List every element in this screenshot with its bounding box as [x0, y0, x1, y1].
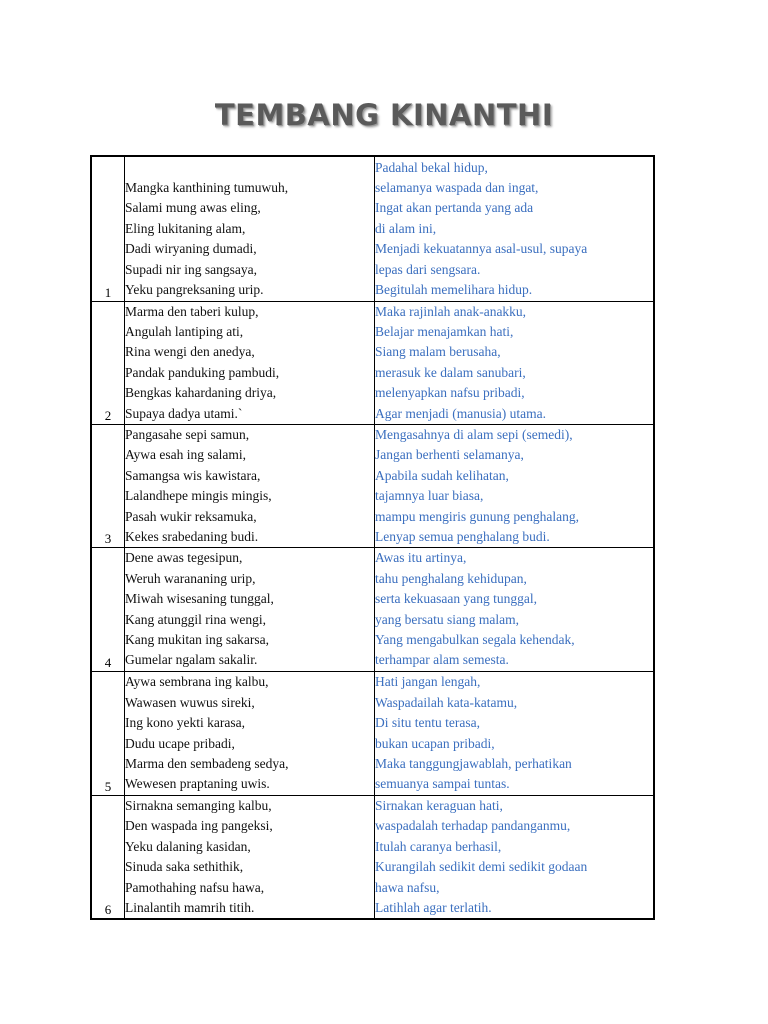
- translation-line: Apabila sudah kelihatan,: [375, 467, 509, 483]
- translation-line: Kurangilah sedikit demi sedikit godaan: [375, 859, 588, 875]
- javanese-line: Kekes srabedaning budi.: [125, 528, 259, 544]
- javanese-line: Salami mung awas eling,: [125, 200, 261, 216]
- poem-table-body: [91, 156, 654, 919]
- javanese-line: Den waspada ing pangeksi,: [125, 818, 273, 834]
- javanese-line: Pangasahe sepi samun,: [125, 426, 250, 442]
- javanese-line: Rina wengi den anedya,: [125, 344, 255, 360]
- translation-line: Yang mengabulkan segala kehendak,: [375, 632, 575, 647]
- translation-line: Latihlah agar terlatih.: [375, 899, 492, 915]
- javanese-lyrics-cell: [125, 671, 375, 795]
- javanese-line: Ing kono yekti karasa,: [125, 715, 245, 731]
- translation-line: tahu penghalang kehidupan,: [375, 570, 527, 586]
- javanese-line: Dadi wiryaning dumadi,: [125, 241, 257, 257]
- javanese-line: Kang atunggil rina wengi,: [125, 611, 266, 627]
- translation-line: serta kekuasaan yang tunggal,: [375, 591, 537, 607]
- javanese-line: Supaya dadya utami.`: [125, 405, 243, 421]
- translation-line: selamanya waspada dan ingat,: [375, 180, 539, 196]
- javanese-lyrics-cell: [125, 424, 375, 547]
- javanese-line: Angulah lantiping ati,: [125, 323, 244, 339]
- translation-line: melenyapkan nafsu pribadi,: [375, 385, 525, 401]
- javanese-line: Miwah wisesaning tunggal,: [125, 591, 274, 607]
- poem-table: [90, 155, 655, 920]
- translation-line: Maka rajinlah anak-anakku,: [375, 303, 527, 319]
- javanese-line: Aywa sembrana ing kalbu,: [125, 674, 269, 690]
- javanese-line: Wewesen praptaning uwis.: [125, 776, 270, 792]
- javanese-line: Kang mukitan ing sakarsa,: [125, 632, 269, 647]
- javanese-line: Pasah wukir reksamuka,: [125, 508, 257, 524]
- translation-line: semuanya sampai tuntas.: [375, 776, 510, 792]
- javanese-line: Bengkas kahardaning driya,: [125, 385, 277, 401]
- translation-line: Lenyap semua penghalang budi.: [375, 528, 550, 544]
- javanese-lyrics-cell: [125, 156, 375, 301]
- javanese-line: Linalantih mamrih titih.: [125, 899, 255, 915]
- stanza-row: [91, 301, 654, 424]
- translation-line: Waspadailah kata-katamu,: [375, 694, 518, 710]
- javanese-line: Eling lukitaning alam,: [125, 220, 246, 236]
- translation-line: Itulah caranya berhasil,: [375, 838, 502, 854]
- translation-line: lepas dari sengsara.: [375, 261, 481, 277]
- javanese-line: Mangka kanthining tumuwuh,: [125, 180, 289, 196]
- stanza-number: 6: [91, 795, 125, 919]
- translation-cell: [375, 301, 655, 424]
- translation-line: Maka tanggungjawablah, perhatikan: [375, 756, 572, 771]
- stanza-row: [91, 548, 654, 671]
- translation-line: waspadalah terhadap pandanganmu,: [375, 818, 571, 834]
- page-title: TEMBANG KINANTHI: [214, 98, 554, 132]
- translation-line: Belajar menajamkan hati,: [375, 323, 514, 339]
- translation-line: bukan ucapan pribadi,: [375, 735, 495, 751]
- translation-line: Awas itu artinya,: [375, 550, 467, 566]
- translation-cell: [375, 548, 655, 671]
- stanza-number: 4: [91, 548, 125, 671]
- stanza-row: [91, 424, 654, 547]
- javanese-line: Aywa esah ing salami,: [125, 447, 246, 463]
- javanese-line: Marma den taberi kulup,: [125, 303, 259, 319]
- stanza-row: [91, 671, 654, 795]
- javanese-line: Yeku dalaning kasidan,: [125, 838, 251, 854]
- javanese-lyrics-cell: [125, 795, 375, 919]
- javanese-line: Yeku pangreksaning urip.: [125, 282, 264, 298]
- translation-line: terhampar alam semesta.: [375, 652, 509, 668]
- javanese-line: Samangsa wis kawistara,: [125, 467, 261, 483]
- javanese-lyrics-cell: [125, 548, 375, 671]
- javanese-line: Lalandhepe mingis mingis,: [125, 488, 272, 504]
- javanese-line: Pamothahing nafsu hawa,: [125, 879, 265, 895]
- javanese-line: Dudu ucape pribadi,: [125, 735, 235, 751]
- translation-line: di alam ini,: [375, 220, 437, 236]
- javanese-line: Supadi nir ing sangsaya,: [125, 261, 257, 277]
- translation-line: Di situ tentu terasa,: [375, 715, 480, 731]
- stanza-number: 3: [91, 424, 125, 547]
- javanese-line: Marma den sembadeng sedya,: [125, 756, 289, 771]
- translation-line: mampu mengiris gunung penghalang,: [375, 508, 579, 524]
- stanza-row: [91, 156, 654, 301]
- translation-cell: [375, 795, 655, 919]
- javanese-line: Gumelar ngalam sakalir.: [125, 652, 258, 668]
- javanese-line: Sinuda saka sethithik,: [125, 859, 244, 875]
- translation-line: Menjadi kekuatannya asal-usul, supaya: [375, 241, 588, 257]
- stanza-row: [91, 795, 654, 919]
- javanese-line: Sirnakna semanging kalbu,: [125, 797, 272, 813]
- javanese-lyrics-cell: [125, 301, 375, 424]
- translation-line: Ingat akan pertanda yang ada: [375, 200, 534, 216]
- translation-cell: [375, 156, 655, 301]
- translation-line: merasuk ke dalam sanubari,: [375, 364, 526, 380]
- translation-line: Sirnakan keraguan hati,: [375, 797, 503, 813]
- javanese-line: Weruh warananing urip,: [125, 570, 256, 586]
- stanza-number: 2: [91, 301, 125, 424]
- javanese-line: Pandak panduking pambudi,: [125, 364, 280, 380]
- translation-line: Siang malam berusaha,: [375, 344, 501, 360]
- stanza-number: 5: [91, 671, 125, 795]
- translation-line: Hati jangan lengah,: [375, 674, 481, 690]
- translation-line: Padahal bekal hidup,: [375, 159, 488, 175]
- translation-line: tajamnya luar biasa,: [375, 488, 484, 504]
- translation-line: hawa nafsu,: [375, 879, 440, 895]
- translation-cell: [375, 671, 655, 795]
- translation-line: Agar menjadi (manusia) utama.: [375, 405, 546, 421]
- translation-line: Jangan berhenti selamanya,: [375, 447, 524, 463]
- translation-line: yang bersatu siang malam,: [375, 611, 519, 627]
- translation-cell: [375, 424, 655, 547]
- translation-line: Begitulah memelihara hidup.: [375, 282, 533, 298]
- translation-line: Mengasahnya di alam sepi (semedi),: [375, 426, 573, 442]
- stanza-number: 1: [91, 156, 125, 301]
- javanese-line: Wawasen wuwus sireki,: [125, 694, 255, 710]
- javanese-line: Dene awas tegesipun,: [125, 550, 243, 566]
